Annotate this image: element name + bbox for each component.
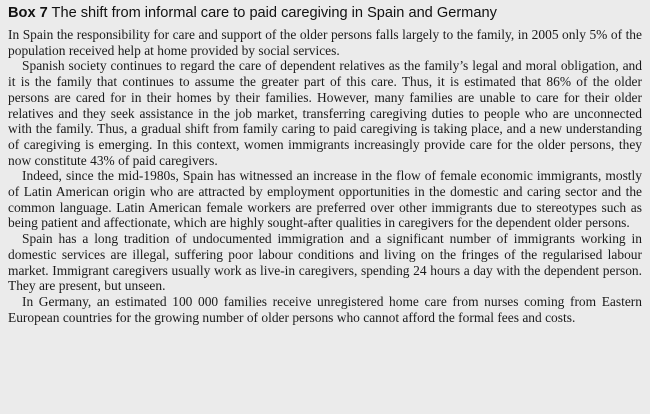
box-body	[8, 27, 642, 325]
box-heading	[8, 0, 642, 24]
box-title: The shift from informal care to paid caregiving in Spain and Germany	[51, 5, 497, 21]
paragraph: Indeed, since the mid-1980s, Spain has witnessed an increase in the flow of female economic immigrants, mostly of Latin American origin who are attracted by employment opportunities in the domestic and caring sector and the common language. Latin American female workers are preferred over other immigrants due to stereotypes such as being patient and affectionate, which are highly sought-after qualities in caregivers for the dependent older persons.	[8, 168, 642, 231]
paragraph: Spain has a long tradition of undocumented immigration and a significant number of immigrants working in domestic services are illegal, suffering poor labour conditions and living on the fringes of the regularised labour market. Immigrant caregivers usually work as live-in caregivers, spending 24 hours a day with the dependent person. They are present, but unseen.	[8, 231, 642, 294]
paragraph: Spanish society continues to regard the care of dependent relatives as the family’s legal and moral obligation, and it is the family that continues to assume the greater part of this care. Thus, it is estimated that 86% of the older persons are cared for in their homes by their families. However, many families are unable to care for their older relatives and they seek assistance in the job market, transferring caregiving duties to people who are unconnected with the family. Thus, a gradual shift from family caring to paid caregiving is taking place, and a new understanding of caregiving is emerging. In this context, women immigrants increasingly provide care for the older persons, they now constitute 43% of paid caregivers.	[8, 58, 642, 168]
paragraph: In Germany, an estimated 100 000 families receive unregistered home care from nurses coming from Eastern European countries for the growing number of older persons who cannot afford the formal fees and costs.	[8, 293, 642, 325]
paragraph: In Spain the responsibility for care and support of the older persons falls largely to the family, in 2005 only 5% of the population received help at home provided by social services.	[8, 27, 642, 58]
box-label: Box 7	[8, 5, 48, 21]
